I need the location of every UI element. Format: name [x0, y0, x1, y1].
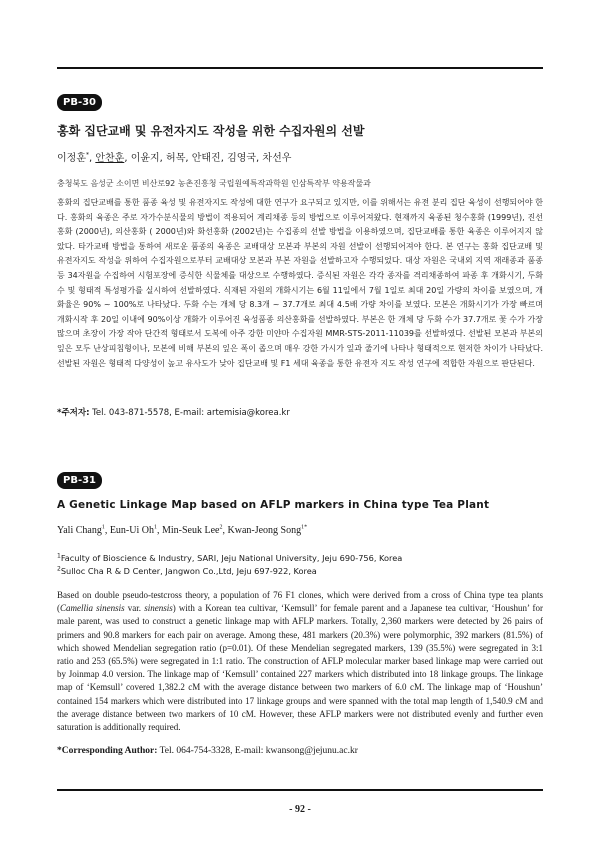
author-name: Eun-Ui Oh [109, 525, 154, 536]
author-affiliation-mark: 1 [154, 524, 157, 531]
contact-line [57, 746, 543, 756]
bottom-rule [57, 789, 543, 791]
author-name: 이윤지 [130, 153, 160, 164]
abstract-title: 홍화 집단교배 및 유전자지도 작성을 위한 수집자원의 선발 [57, 124, 365, 138]
author-name: Yali Chang [57, 525, 102, 536]
author-name: 허목 [166, 153, 186, 164]
contact-line [57, 406, 543, 418]
contact-label: *Corresponding Author: [57, 746, 158, 756]
abstract-body: Based on double pseudo-testcross theory, a population of 76 F1 clones, which were derived from a cross of China type tea plants (Camellia sinensis var. sinensis) with a Korean tea cultivar, ‘Kemsull’ for female parent and a Japanese tea cultivar, ‘Houshun’ for male parent, was used to construct a genetic linkage map with AFLP markers. Totally, 2,360 markers were detected by 26 pairs of primers and 90.8 markers for each pair on average. Among these, 481 markers (20.3%) were polymorphic, 392 markers (81.5%) of which showed Mendelian segregation ratio (p=0.01). Of these Mendelian segregated markers, 139 (35.5%) were segregated in 3:1 ratio and 253 (65.5%) were segregated in 1:1 ratio. The construction of AFLP molecular marker based linkage map were carried out by Joinmap 4.0 version. The linkage map of ‘Kemsull’ contained 227 markers which distributed into 18 linkage groups. The linkage map of ‘Kemsull’ covered 1,382.2 cM with the average distance between two markers of 6.0 cM. The linkage map of ‘Houshun’ contained 154 markers which were distributed into 17 linkage groups and were spanned with the total map length of 1,540.9 cM and the average distance between two markers of 10 cM. However, these AFLP markers were not distributed evenly and further even saturation is additionally required. [57, 590, 543, 733]
author-affiliation-mark: 1* [301, 524, 308, 531]
author-affiliation-mark: * [85, 151, 89, 159]
author-affiliation-mark: 2 [219, 524, 223, 531]
author-name: 차선우 [262, 153, 292, 164]
abstract-title: A Genetic Linkage Map based on AFLP markers in China type Tea Plant [57, 499, 490, 511]
abstract-code-badge: PB-31 [57, 472, 102, 489]
page-number: - 92 - [289, 804, 311, 815]
author-name: Kwan-Jeong Song [227, 525, 302, 536]
affiliation: $^2$Sulloc Cha R & D Center, Jangwon Co.,Ltd, Jeju 697-922, Korea [57, 565, 317, 576]
contact-label: *주저자: [57, 408, 90, 418]
author-affiliation-mark: 1 [101, 524, 105, 531]
top-rule [57, 67, 543, 69]
contact-text: Tel. 064-754-3328, E-mail: kwansong@jejunu.ac.kr [157, 746, 358, 756]
abstract-body: 홍화의 집단교배를 통한 품종 육성 및 유전자지도 작성에 대한 연구가 요구되고 있지만, 이를 위해서는 유전 분리 집단 육성이 선행되어야 한다. 홍화의 육종은 주로 자가수분식물의 방법이 적용되어 계리채종 등의 방법으로 이루어져왔다. 현재까지 육종된 청수홍화 (1999년), 진선홍화 (2000년), 의산홍화 ( 2000년)와 화선홍화 (2002년)는 수집종의 선발 방법을 이용하였으며, 집단교배를 통한 육종은 이루어지지 않았다. 타가교배 방법을 통하여 새로운 품종의 육종은 교배대상 모본과 부본의 자원 선발이 선행되어져야 한다. 본 연구는 홍화 집단교배 및 유전자지도 작성을 위하여 수집자원으로부터 교배대상 모본과 부본 자원을 선발하고자 수행되었다. 대상 자원은 국내외 지역 재래종과 품종 등 34자원을 수집하여 시험포장에 증식한 식물체를 대상으로 수행하였다. 증식된 자원은 각각 종자를 격리채종하여 파종 후 개화시기, 두화 수 및 형태적 특성평가를 실시하여 선발하였다. 식재된 자원의 개화시기는 6월 11일에서 7월 1일로 최대 20일 가량의 차이를 보였으며, 개화율은 90% ~ 100%로 나타났다. 두화 수는 개체 당 8.3개 ~ 37.7개로 최대 4.5배 가량 차이를 보였다. 모본은 개화시기가 가장 빠르며 개화시작 후 20일 이내에 90%이상 개화가 이루어진 육성품종 의산홍화를 선발하였다. 부본은 한 개체 당 두화 수가 37.7개로 꽃 수가 가장 많으며 초장이 가장 작아 단간적 형태로서 도복에 아주 강한 미얀마 수집자원 MMR-STS-2011-11039를 선발하였다. 선발된 모본과 부본의 잎은 모두 난상피침형이나, 모본에 비해 부본의 잎은 폭이 좁으며 매우 강한 가시가 잎과 줄기에 나타나 형태적으로 현저한 차이가 나타났다. 선발된 자원은 형태적 다양성이 높고 유사도가 낮아 집단교배 및 F1 세대 육종을 통한 유전자 지도 작성 연구에 적합한 자원으로 판단된다. [57, 198, 543, 368]
author-name: 안태진 [191, 153, 221, 164]
author-list: Yali Chang$^1$, Eun-Ui Oh$^1$, Min-Seuk Lee$^2$, Kwan-Jeong Song$^{1*}$ [57, 524, 308, 536]
affiliation: 충청북도 음성군 소이면 비산로92 농촌진흥청 국립원예특작과학원 인삼특작부 약용작물과 [57, 179, 371, 188]
contact-text: Tel. 043-871-5578, E-mail: artemisia@korea.kr [89, 408, 290, 418]
affiliation: $^1$Faculty of Bioscience & Industry, SARI, Jeju National University, Jeju 690-756, Korea [57, 552, 403, 563]
author-list: 이정훈*, 안찬훈, 이윤지, 허목, 안태진, 김영국, 차선우 [57, 151, 292, 164]
author-name: Min-Seuk Lee [162, 525, 220, 536]
author-name: 김영국 [227, 153, 257, 164]
author-name: 안찬훈 [95, 153, 125, 164]
author-name: 이정훈 [57, 153, 86, 164]
abstract-code-badge: PB-30 [57, 94, 102, 111]
